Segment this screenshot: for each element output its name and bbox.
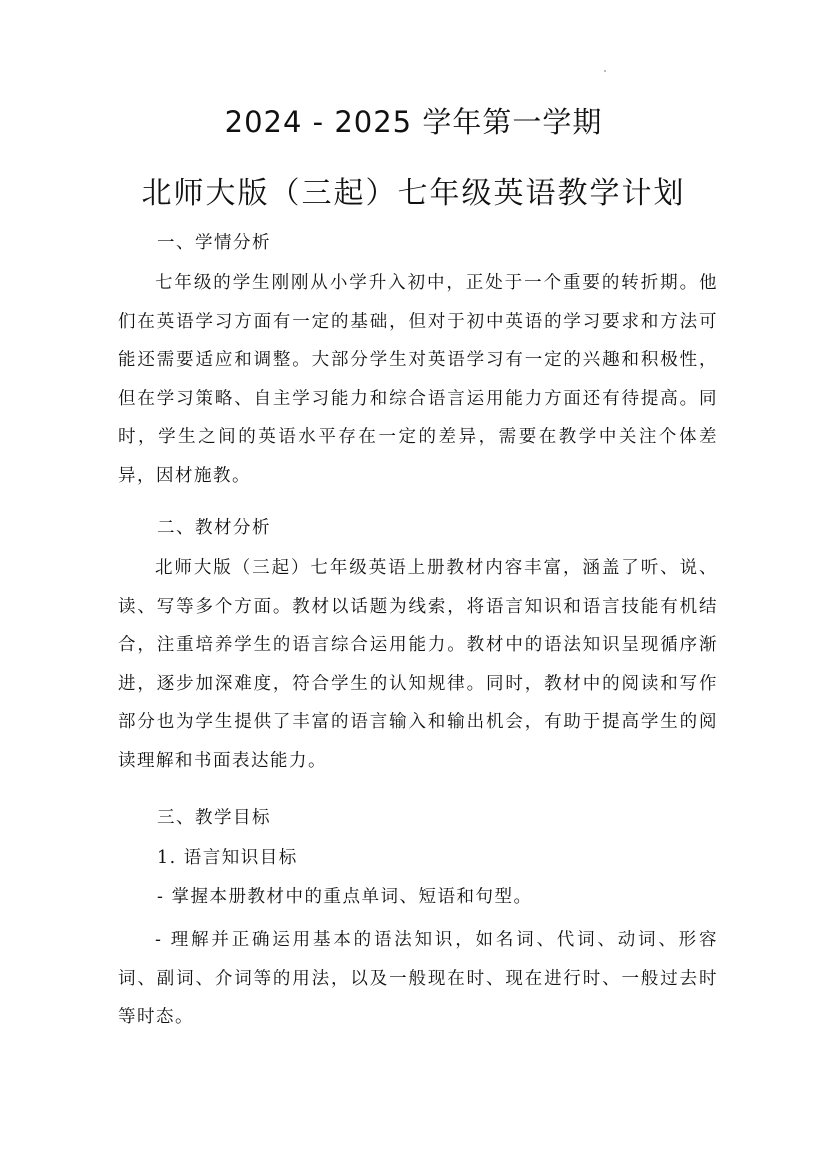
paragraph-textbook-analysis: 北师大版（三起）七年级英语上册教材内容丰富，涵盖了听、说、读、写等多个方面。教材以话题为线索，将语言知识和语言技能有机结合，注重培养学生的语言综合运用能力。教材中的语法知识呈现循序渐进，逐步加深难度，符合学生的认知规律。同时，教材中的阅读和写作部分也为学生提供了丰富的语言输入和输出机会，有助于提高学生的阅读理解和书面表达能力。 xyxy=(118,558,718,771)
document-title-term: 2024 - 2025 学年第一学期 xyxy=(224,105,603,139)
subheading-language-knowledge: 1. 语言知识目标 xyxy=(157,848,298,868)
bullet-key-vocabulary: - 掌握本册教材中的重点单词、短语和句型。 xyxy=(157,887,533,907)
document-title-plan: 北师大版（三起）七年级英语教学计划 xyxy=(141,176,686,211)
scan-speck xyxy=(604,70,606,72)
bullet-grammar-knowledge: - 理解并正确运用基本的语法知识，如名词、代词、动词、形容词、副词、介词等的用法，以及一般现在时、现在进行时、一般过去时等时态。 xyxy=(118,930,718,1027)
section-heading-student-analysis: 一、学情分析 xyxy=(157,233,271,253)
section-heading-teaching-goals: 三、教学目标 xyxy=(157,808,271,828)
paragraph-student-analysis: 七年级的学生刚刚从小学升入初中，正处于一个重要的转折期。他们在英语学习方面有一定的基础，但对于初中英语的学习要求和方法可能还需要适应和调整。大部分学生对英语学习有一定的兴趣和积极性，但在学习策略、自主学习能力和综合语言运用能力方面还有待提高。同时，学生之间的英语水平存在一定的差异，需要在教学中关注个体差异，因材施教。 xyxy=(118,273,718,486)
section-heading-textbook-analysis: 二、教材分析 xyxy=(157,518,271,538)
